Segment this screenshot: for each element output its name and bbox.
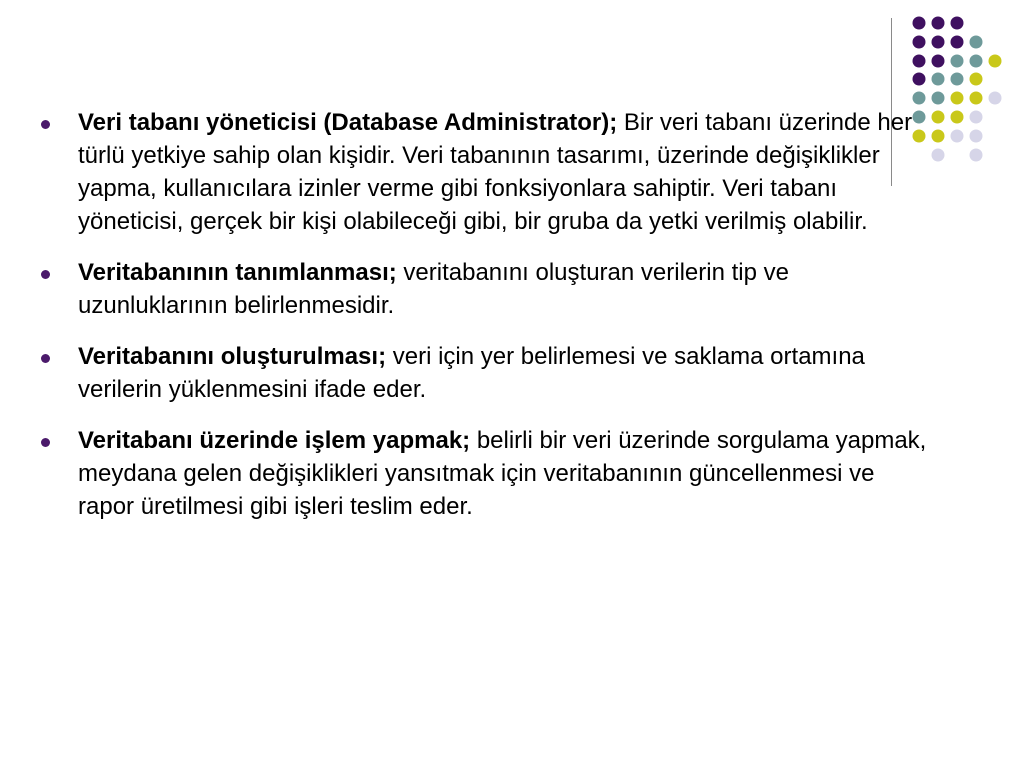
bullet-item (38, 256, 928, 322)
dot-yellow (970, 73, 983, 86)
dot-purple (932, 17, 945, 30)
dot-purple (913, 55, 926, 68)
slide-body (38, 106, 928, 541)
bullet-icon (41, 354, 50, 363)
dot-yellow (989, 55, 1002, 68)
dot-teal (932, 73, 945, 86)
bullet-text: veritabanını oluşturan verilerin tip ve uzunluklarının belirlenmesidir. (78, 259, 789, 319)
dot-yellow (951, 111, 964, 124)
dot-lavender (970, 111, 983, 124)
bullet-term: Veritabanının tanımlanması; (78, 259, 397, 286)
bullet-text: Bir veri tabanı üzerinde her türlü yetkiye sahip olan kişidir. Veri tabanının tasarımı, üzerinde değişiklikler yapma, kullanıcılara izinler verme gibi fonksiyonlara sahiptir. Veri tabanı yöneticisi, gerçek bir kişi olabileceği gibi, bir gruba da yetki verilmiş olabilir. (78, 109, 913, 235)
dot-yellow (932, 130, 945, 143)
bullet-term: Veritabanı üzerinde işlem yapmak; (78, 427, 471, 454)
dot-teal (932, 92, 945, 105)
dot-yellow (951, 92, 964, 105)
dot-yellow (932, 111, 945, 124)
bullet-term: Veritabanını oluşturulması; (78, 343, 387, 370)
dot-purple (913, 17, 926, 30)
bullet-icon (41, 270, 50, 279)
dot-purple (951, 17, 964, 30)
dot-lavender (989, 92, 1002, 105)
dot-lavender (951, 130, 964, 143)
bullet-item (38, 106, 928, 238)
bullet-term: Veri tabanı yöneticisi (Database Administrator); (78, 109, 618, 136)
dot-purple (951, 36, 964, 49)
bullet-text: belirli bir veri üzerinde sorgulama yapmak, meydana gelen değişiklikleri yansıtmak için veritabanının güncellenmesi ve rapor üretilmesi gibi işleri teslim eder. (78, 427, 927, 520)
dot-teal (970, 36, 983, 49)
bullet-text: veri için yer belirlemesi ve saklama ortamına verilerin yüklenmesini ifade eder. (78, 343, 865, 403)
dot-lavender (970, 130, 983, 143)
bullet-item (38, 340, 928, 406)
bullet-item (38, 424, 928, 523)
dot-teal (951, 73, 964, 86)
bullet-icon (41, 120, 50, 129)
dot-teal (913, 92, 926, 105)
dot-lavender (932, 149, 945, 162)
dot-purple (932, 55, 945, 68)
dot-teal (951, 55, 964, 68)
bullet-icon (41, 438, 50, 447)
dot-lavender (970, 149, 983, 162)
dot-teal (970, 55, 983, 68)
dot-purple (913, 73, 926, 86)
dot-yellow (970, 92, 983, 105)
dot-purple (913, 36, 926, 49)
dot-purple (932, 36, 945, 49)
